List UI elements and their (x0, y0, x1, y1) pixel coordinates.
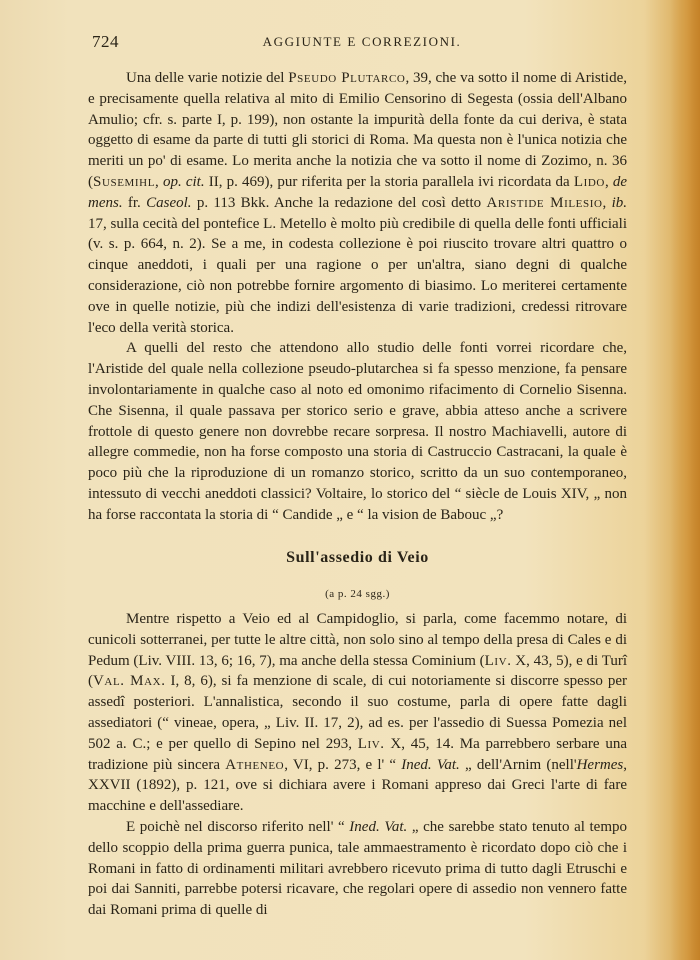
section-title: Sull'assedio di Veio (286, 549, 429, 566)
text-run: Una delle varie notizie del (126, 70, 289, 86)
text-run: X, 45, 14. Ma parrebbero serbare una tradizione più sincera (88, 735, 628, 773)
author-name: Susemihl (93, 173, 156, 190)
body-text-top (88, 68, 627, 526)
author-name: Lido (573, 173, 605, 190)
author-name: Val. Max. (93, 673, 166, 690)
text-run: II, p. 469), pur riferita per la storia parallela ivi ricordata da (204, 173, 574, 190)
work-citation: Hermes (576, 756, 624, 773)
text-run: , (602, 194, 612, 211)
paragraph (88, 817, 627, 921)
page-number: 724 (92, 32, 119, 51)
text-run: „ che sarebbe stato tenuto al tempo dello scoppio della prima guerra punica, tale ammaestramento è ricordato dopo ciò che i Romani in fatto di ordinamenti militari avrebbero ricevuto prima di tutto dagli Etruschi e poi dai Sanniti, parrebbe potersi ricavare, che regolari opere di assedio non vennero fatte dai Romani prima di quelle di (88, 818, 628, 919)
text-run: , 39, che va sotto il nome di Aristide, e precisamente quella relativa al mito di Emilio Censorino di Segesta (ossia dell'Albano Amulio; cfr. s. parte I, p. 199), non ostante la impurità della fonte da cui deriva, è stata oggetto di esame da parte di tutti gli storici di Roma. Ma questa non è l'unica notizia che meriti un po' di esame. Lo merita anche la notizia che va sotto il nome di Zozimo, n. 36 ( (88, 70, 627, 190)
text-run: fr. (122, 194, 147, 211)
work-citation: de mens. (88, 173, 628, 211)
paragraph (88, 609, 627, 817)
author-name: Liv. (484, 652, 512, 669)
text-run: 17, sulla cecità del pontefice L. Metello è molto più credibile di quella delle fonti ufficiali (v. s. p. 664, n. 2). Se a me, in codesta collezione è poi riuscito trovare altri quattro o cinque aneddoti, i quali per una ragione o per un'altra, siano degni di qualche considerazione, ciò non potrebbe fornire argomento di biasimo. Lo meriterei certamente ove in quelle notizie, più che indizi dell'esistenza di varie tradizioni, credessi ritrovare l'eco della verità storica. (88, 215, 627, 336)
text-run: E poichè nel discorso riferito nell' “ (126, 818, 350, 835)
author-name: Atheneo (225, 756, 285, 773)
text-run: „ dell'Arnim (nell' (459, 756, 577, 773)
text-run: , XXVII (1892), p. 121, ove si dichiara avere i Romani appreso dai Greci l'arte di fare macchine e dell'assediare. (88, 756, 627, 815)
text-run: , VI, p. 273, e l' “ (284, 756, 402, 773)
author-name: Liv. (357, 735, 385, 752)
section-subtitle: (a p. 24 sgg.) (325, 588, 390, 600)
work-citation: op. cit. (162, 173, 205, 190)
text-run: I, 8, 6), si fa menzione di scale, di cui notoriamente si discorre spesso per assedî posteriori. L'annalistica, secondo il suo costume, parla di opere fatte dagli assediatori (“ vineae, opera, „ Liv. II. 17, 2), ad es. per l'assedio di Suessa Pomezia nel 502 a. C.; e per quello di Sepino nel 293, (88, 673, 627, 752)
text-run: , (604, 173, 613, 190)
paragraph (88, 338, 627, 525)
work-citation: ib. (611, 194, 628, 211)
page-header (92, 32, 632, 54)
text-run: Mentre rispetto a Veio ed al Campidoglio, si parla, come facemmo notare, di cunicoli sotterranei, per tutte le altre città, non solo sino al tempo della presa di Cales e di Pedum (Liv. VIII. 13, 6; 16, 7), ma anche della stessa Cominium ( (88, 611, 627, 669)
author-name: Aristide Milesio (486, 194, 603, 211)
work-citation: Ined. Vat. (349, 818, 408, 835)
paragraph (88, 68, 627, 338)
text-run: A quelli del resto che attendono allo studio delle fonti vorrei ricordare che, l'Aristide del quale nella collezione pseudo-plutarchea si fa spesso menzione, fa pensare involontariamente in qualche caso al noto ed omonimo rifacimento di Cornelio Sisenna. Che Sisenna, il quale passava per storico serio e grave, abbia atteso anche a scrivere frottole di questo genere non dovrebbe recare sorpresa. Il nostro Machiavelli, autore di allegre commedie, non ha forse composto una storia di Castruccio Castracani, la quale è poco più che la riproduzione di un romanzo storico, scritto da un suo contemporaneo, intessuto di vecchi aneddoti classici? Voltaire, lo storico del “ siècle de Louis XIV, „ non ha forse raccontata la storia di “ Candide „ e “ la vision de Babouc „? (88, 340, 627, 523)
work-citation: Ined. Vat. (401, 756, 460, 773)
text-run: p. 113 Bkk. Anche la redazione del così detto (191, 194, 487, 211)
running-head: AGGIUNTE E CORREZIONI. (262, 34, 462, 49)
work-citation: Caseol. (146, 194, 192, 211)
text-run: , (155, 173, 163, 190)
body-text-bottom (88, 609, 627, 921)
text-run: X, 43, 5), e di Turî ( (88, 652, 627, 690)
author-name: Pseudo Plutarco (288, 70, 406, 86)
